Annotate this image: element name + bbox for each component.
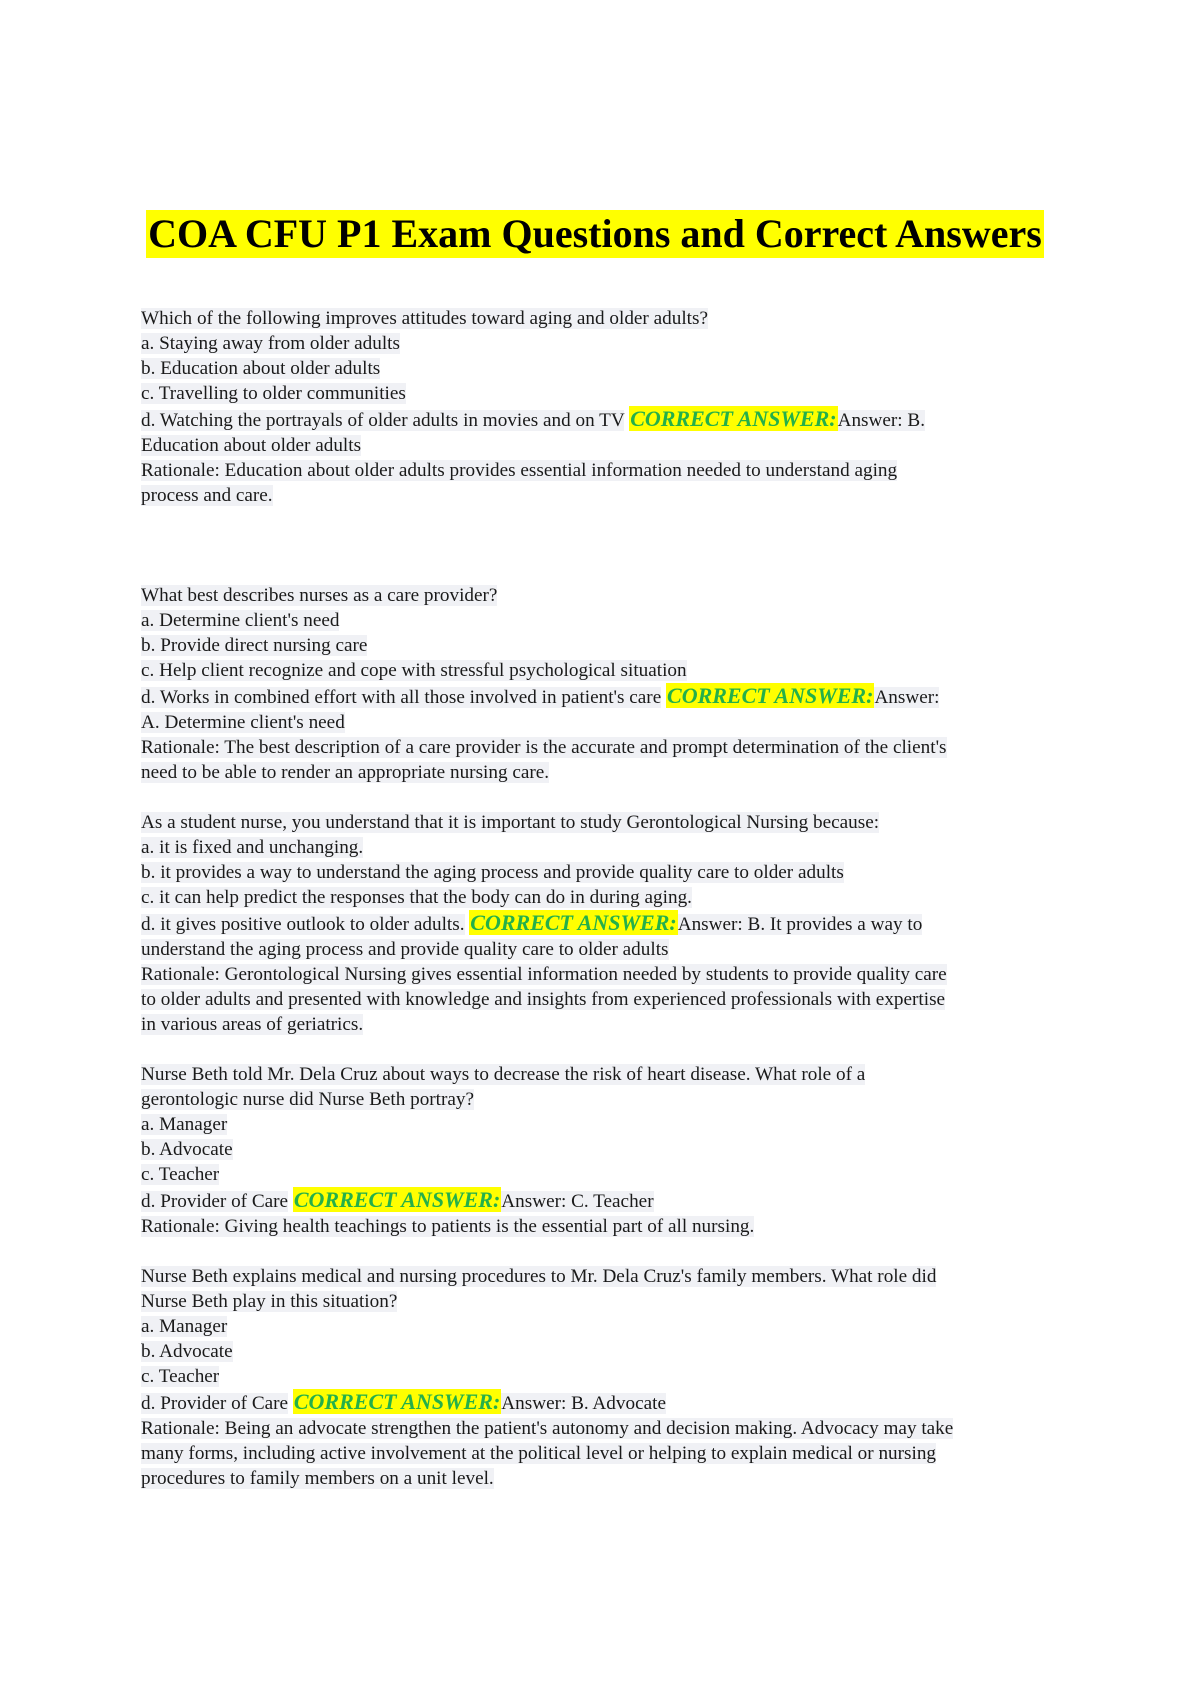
question-text: Nurse Beth play in this situation?: [141, 1291, 398, 1312]
option-a: a. Staying away from older adults: [141, 333, 400, 354]
option-c: c. it can help predict the responses that the body can do in during aging.: [141, 887, 692, 908]
option-a: a. Manager: [141, 1316, 228, 1337]
answer-text: Answer: C. Teacher: [501, 1191, 654, 1212]
answer-continuation: Education about older adults: [141, 435, 362, 456]
question-block-1: [141, 306, 1066, 508]
option-c: c. Travelling to older communities: [141, 383, 406, 404]
question-text: Which of the following improves attitudes toward aging and older adults?: [141, 308, 708, 329]
option-b: b. Education about older adults: [141, 358, 381, 379]
option-b: b. Advocate: [141, 1139, 233, 1160]
option-d: d. Provider of Care CORRECT ANSWER:Answer: B. Advocate: [141, 1389, 666, 1414]
rationale-line: in various areas of geriatrics.: [141, 1014, 364, 1035]
option-c: c. Teacher: [141, 1164, 220, 1185]
answer-text: Answer:: [874, 687, 940, 708]
question-text: As a student nurse, you understand that it is important to study Gerontological Nursing because:: [141, 812, 880, 833]
rationale-line: Rationale: Giving health teachings to patients is the essential part of all nursing.: [141, 1216, 755, 1237]
rationale-line: many forms, including active involvement at the political level or helping to explain medical or nursing: [141, 1443, 937, 1464]
option-c: c. Teacher: [141, 1366, 220, 1387]
correct-answer-marker: CORRECT ANSWER:: [293, 1187, 501, 1212]
question-block-2: [141, 583, 1066, 785]
option-a: a. Manager: [141, 1114, 228, 1135]
question-text: Nurse Beth told Mr. Dela Cruz about ways to decrease the risk of heart disease. What role of a: [141, 1064, 866, 1085]
answer-text: Answer: B. Advocate: [501, 1393, 666, 1414]
document-title: COA CFU P1 Exam Questions and Correct Answers: [148, 211, 1042, 256]
question-block-5: [141, 1264, 1066, 1491]
correct-answer-marker: CORRECT ANSWER:: [293, 1389, 501, 1414]
option-b: b. it provides a way to understand the aging process and provide quality care to older adults: [141, 862, 844, 883]
option-d: d. it gives positive outlook to older adults. CORRECT ANSWER:Answer: B. It provides a way to: [141, 910, 923, 935]
option-d: d. Provider of Care CORRECT ANSWER:Answer: C. Teacher: [141, 1187, 654, 1212]
answer-text: Answer: B. It provides a way to: [677, 914, 923, 935]
answer-text: Answer: B.: [837, 410, 926, 431]
option-a: a. it is fixed and unchanging.: [141, 837, 364, 858]
rationale-line: Rationale: Education about older adults provides essential information needed to understand aging: [141, 460, 898, 481]
option-d: d. Watching the portrayals of older adults in movies and on TV CORRECT ANSWER:Answer: B.: [141, 406, 926, 431]
rationale-line: process and care.: [141, 485, 273, 506]
question-block-4: [141, 1062, 1066, 1239]
rationale-line: procedures to family members on a unit level.: [141, 1468, 494, 1489]
rationale-line: Rationale: The best description of a care provider is the accurate and prompt determination of the client's: [141, 737, 947, 758]
questions-content: [141, 306, 1066, 1491]
option-b: b. Advocate: [141, 1341, 233, 1362]
option-b: b. Provide direct nursing care: [141, 635, 368, 656]
rationale-line: Rationale: Gerontological Nursing gives essential information needed by students to provide quality care: [141, 964, 947, 985]
question-block-3: [141, 810, 1066, 1037]
title-container: [0, 210, 1190, 258]
question-text: What best describes nurses as a care provider?: [141, 585, 498, 606]
correct-answer-marker: CORRECT ANSWER:: [667, 683, 874, 708]
rationale-line: Rationale: Being an advocate strengthen the patient's autonomy and decision making. Advocacy may take: [141, 1418, 954, 1439]
answer-continuation: understand the aging process and provide quality care to older adults: [141, 939, 669, 960]
answer-continuation: A. Determine client's need: [141, 712, 345, 733]
question-text: gerontologic nurse did Nurse Beth portray?: [141, 1089, 475, 1110]
option-d: d. Works in combined effort with all those involved in patient's care CORRECT ANSWER:Answer:: [141, 683, 940, 708]
option-c: c. Help client recognize and cope with stressful psychological situation: [141, 660, 687, 681]
rationale-line: need to be able to render an appropriate nursing care.: [141, 762, 550, 783]
correct-answer-marker: CORRECT ANSWER:: [470, 910, 677, 935]
question-text: Nurse Beth explains medical and nursing procedures to Mr. Dela Cruz's family members. What role did: [141, 1266, 937, 1287]
option-a: a. Determine client's need: [141, 610, 340, 631]
rationale-line: to older adults and presented with knowledge and insights from experienced professionals with expertise: [141, 989, 946, 1010]
correct-answer-marker: CORRECT ANSWER:: [630, 406, 837, 431]
